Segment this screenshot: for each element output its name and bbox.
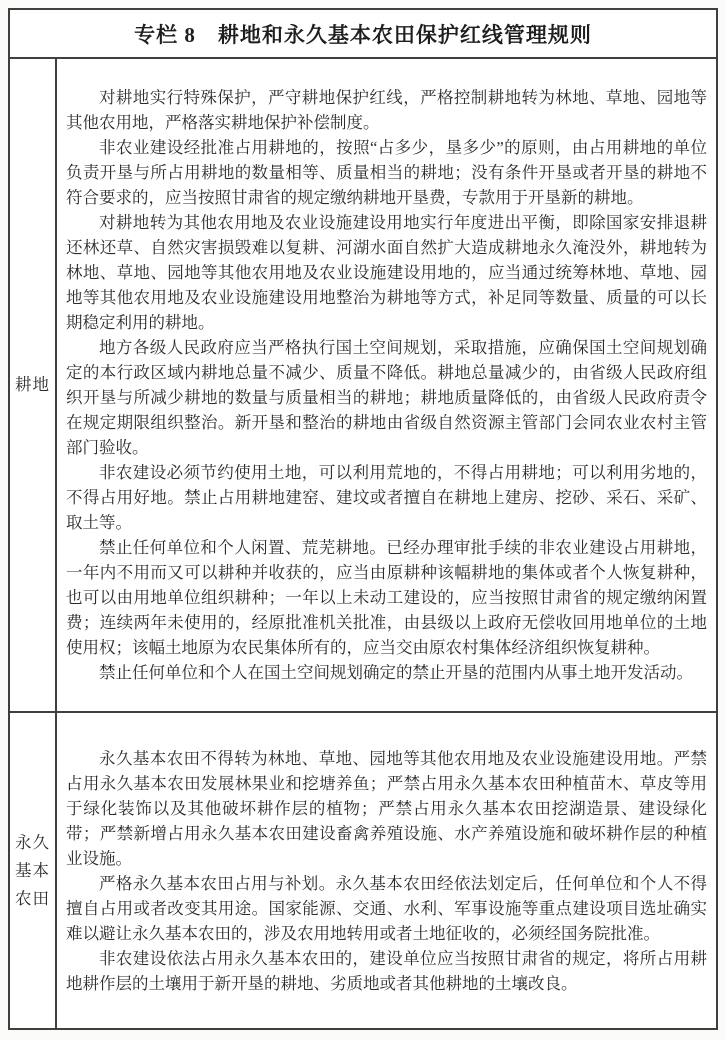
rule-paragraph: 禁止任何单位和个人闲置、荒芜耕地。已经办理审批手续的非农业建设占用耕地，一年内不用而又可以耕种并收获的，应当由原耕种该幅耕地的集体或者个人恢复耕种，也可以由用地单位组织耕种；一年以上未动工建设的，应当按照甘肃省的规定缴纳闲置费；连续两年未使用的，经原批准机关批准，由县级以上政府无偿收回用地单位的土地使用权；该幅土地原为农民集体所有的，应当交由原农村集体经济组织恢复耕种。 xyxy=(66,538,707,657)
rule-paragraph: 非农业建设经批准占用耕地的，按照“占多少，垦多少”的原则，由占用耕地的单位负责开垦与所占用耕地的数量相等、质量相当的耕地；没有条件开垦或者开垦的耕地不符合要求的，应当按照甘肃省的规定缴纳耕地开垦费，专款用于开垦新的耕地。 xyxy=(66,138,707,207)
rule-paragraph: 非农建设依法占用永久基本农田的，建设单位应当按照甘肃省的规定，将所占用耕地耕作层的土壤用于新开垦的耕地、劣质地或者其他耕地的土壤改良。 xyxy=(66,948,707,993)
rules-table xyxy=(8,8,718,1030)
row-label-permanent-basic-farmland: 永久基本农田 xyxy=(15,832,50,908)
row-content-permanent-basic-farmland xyxy=(57,713,716,1028)
row-content-cultivated-land xyxy=(57,59,716,711)
row-label-cultivated-land: 耕地 xyxy=(15,375,50,394)
rule-paragraph: 对耕地转为其他农用地及农业设施建设用地实行年度进出平衡，即除国家安排退耕还林还草、自然灾害损毁难以复耕、河湖水面自然扩大造成耕地永久淹没外，耕地转为林地、草地、园地等其他农用地及农业设施建设用地的，应当通过统筹林地、草地、园地等其他农用地及农业设施建设用地整治为耕地等方式，补足同等数量、质量的可以长期稳定利用的耕地。 xyxy=(66,213,707,332)
rule-paragraph: 地方各级人民政府应当严格执行国土空间规划，采取措施，应确保国土空间规划确定的本行政区域内耕地总量不减少、质量不降低。耕地总量减少的，由省级人民政府组织开垦与所减少耕地的数量与质量相当的耕地；耕地质量降低的，由省级人民政府责令在规定期限组织整治。新开垦和整治的耕地由省级自然资源主管部门会同农业农村主管部门验收。 xyxy=(66,338,707,457)
rule-paragraph: 严格永久基本农田占用与补划。永久基本农田经依法划定后，任何单位和个人不得擅自占用或者改变其用途。国家能源、交通、水利、军事设施等重点建设项目选址确实难以避让永久基本农田的，涉及农用地转用或者土地征收的，必须经国务院批准。 xyxy=(66,873,707,943)
row-permanent-basic-farmland xyxy=(10,711,716,1028)
table-title: 专栏 8 耕地和永久基本农田保护红线管理规则 xyxy=(10,10,716,59)
rule-paragraph: 永久基本农田不得转为林地、草地、园地等其他农用地及农业设施建设用地。严禁占用永久基本农田发展林果业和挖塘养鱼；严禁占用永久基本农田种植苗木、草皮等用于绿化装饰以及其他破坏耕作层的植物；严禁占用永久基本农田挖湖造景、建设绿化带；严禁新增占用永久基本农田建设畜禽养殖设施、水产养殖设施和破坏耕作层的种植业设施。 xyxy=(66,748,707,868)
rule-paragraph: 非农建设必须节约使用土地，可以利用荒地的，不得占用耕地；可以利用劣地的，不得占用好地。禁止占用耕地建窑、建坟或者擅自在耕地上建房、挖砂、采石、采矿、取土等。 xyxy=(66,463,707,532)
row-label-cell-cultivated-land xyxy=(10,59,57,711)
row-label-cell-permanent-basic-farmland xyxy=(10,713,57,1028)
rule-paragraph: 禁止任何单位和个人在国土空间规划确定的禁止开垦的范围内从事土地开发活动。 xyxy=(99,663,693,682)
row-cultivated-land xyxy=(10,59,716,711)
rule-paragraph: 对耕地实行特殊保护，严守耕地保护红线，严格控制耕地转为林地、草地、园地等其他农用地，严格落实耕地保护补偿制度。 xyxy=(66,88,707,132)
